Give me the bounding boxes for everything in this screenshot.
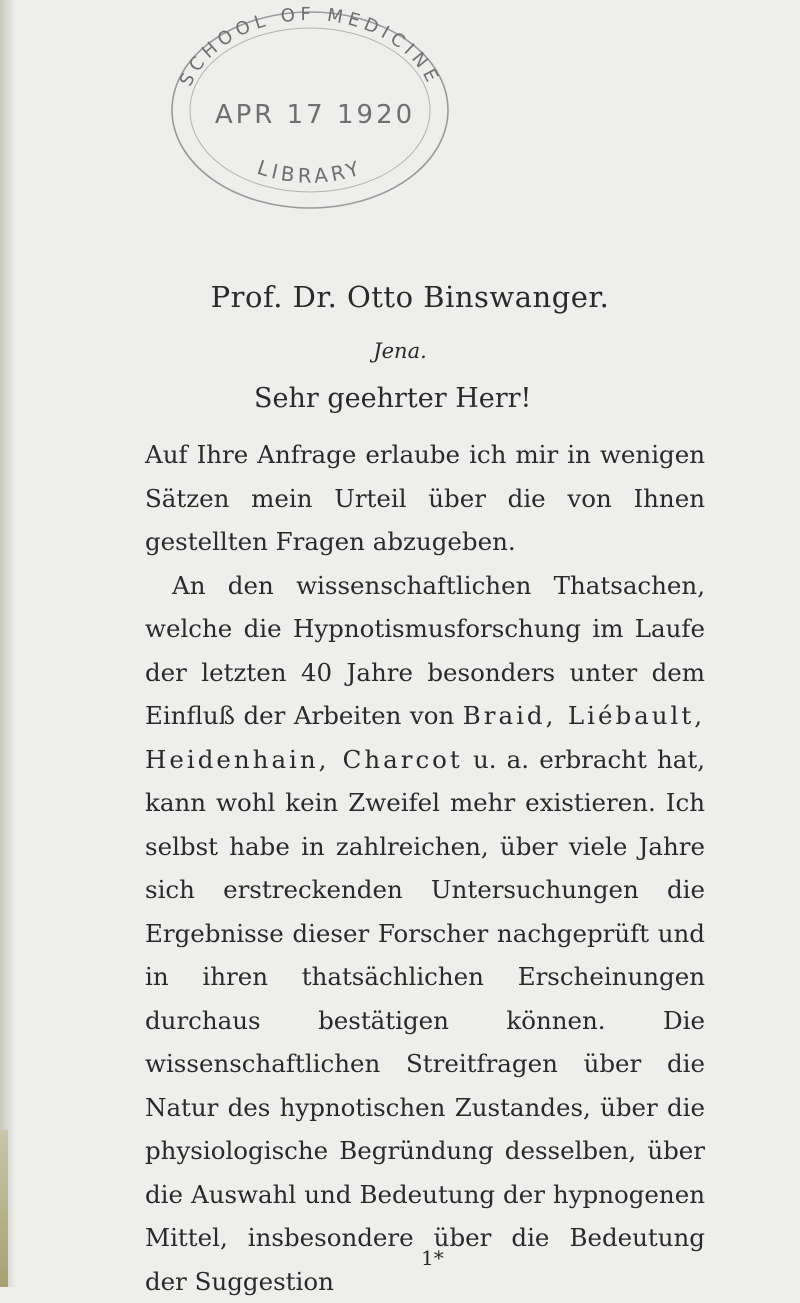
signature-mark: 1* xyxy=(421,1246,444,1270)
stamp-bottom-text: LIBRARY xyxy=(254,155,365,188)
page-edge-shadow xyxy=(0,0,16,1287)
paragraph-text: An den wissenschaftlichen Thatsachen, welche die Hypnotismusforschung im Laufe der letzten 40 Jahre besonders unter dem Einfluß der Arbeiten von xyxy=(145,571,705,731)
salutation: Sehr geehrter Herr! xyxy=(254,383,531,414)
stamp-date: APR 17 1920 xyxy=(215,100,415,130)
svg-text:SCHOOL OF MEDICINE xyxy=(176,4,445,90)
stamp-top-text: SCHOOL OF MEDICINE xyxy=(176,4,445,90)
paragraph xyxy=(145,564,705,1303)
paragraph-text: Auf Ihre Anfrage erlaube ich mir in wenigen Sätzen mein Urteil über die von Ihnen gestellten Fragen abzugeben. xyxy=(145,440,705,556)
letter-body xyxy=(145,433,705,1303)
paragraph-text: u. a. erbracht hat, kann wohl kein Zweifel mehr existieren. Ich selbst habe in zahlreichen, über viele Jahre sich erstreckenden Untersuchungen die Ergebnisse dieser Forscher nachgeprüft und in ihren thatsächlichen Erscheinungen durchaus bestätigen können. Die wissenschaftlichen Streitfragen über die Natur des hypnotischen Zustandes, über die physiologische Begründung desselben, über die Auswahl und Bedeutung der hypnogenen Mittel, insbesondere über die Bedeutung der Suggestion xyxy=(145,745,705,1296)
svg-text:LIBRARY xyxy=(254,155,365,188)
library-stamp-graphic xyxy=(150,5,470,195)
letter-city: Jena. xyxy=(340,339,460,363)
paragraph xyxy=(145,433,705,564)
letter-heading: Prof. Dr. Otto Binswanger. xyxy=(200,280,620,314)
page-edge-stain xyxy=(0,1130,8,1287)
library-stamp xyxy=(150,5,470,195)
researcher-names: Braid, Liébault, Heidenhain, Charcot xyxy=(145,701,705,774)
